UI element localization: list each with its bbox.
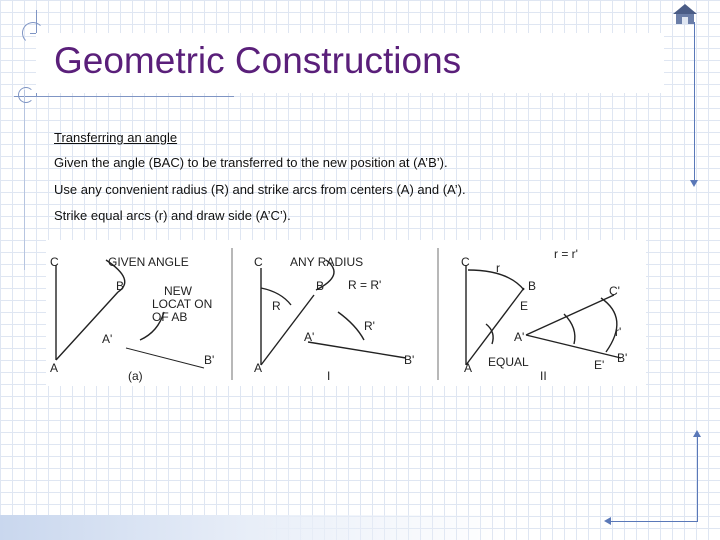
p3-label-b-prime: B': [617, 351, 628, 365]
p2-label-a-prime: A': [304, 330, 315, 344]
p3-label-e-prime: E': [594, 358, 605, 372]
decorative-circle-bottom: [18, 87, 34, 103]
panel2-new-ab: [308, 342, 406, 358]
p3-label-e: E: [520, 299, 529, 313]
p2-label-b: B: [316, 279, 325, 293]
p2-label-r: R: [272, 299, 281, 313]
home-icon[interactable]: [670, 2, 700, 26]
p3-label-r: r: [496, 261, 500, 275]
angle-construction-figure: [46, 240, 646, 386]
p2-label-c: C: [254, 255, 263, 269]
decorative-arrow-line-right-top: [694, 22, 695, 182]
p3-label-c: C: [461, 255, 470, 269]
p3-caption: II: [540, 369, 547, 383]
p3-label-r-prime: r': [615, 325, 622, 339]
p3-label-a: A: [464, 361, 473, 375]
panel1-side-ab: [56, 292, 118, 360]
p1-caption: (a): [128, 369, 143, 383]
panel3-side-ab: [466, 288, 524, 365]
panel3-new-ac: [526, 295, 614, 335]
decorative-frame-line-bottom: [14, 96, 234, 97]
panel3-arc-small-copy: [564, 314, 575, 344]
section-heading: Transferring an angle: [54, 130, 178, 145]
p3-equal: EQUAL: [488, 355, 529, 369]
p1-label-b: B: [116, 279, 125, 293]
p3-label-a-prime: A': [514, 330, 525, 344]
p1-label-a: A: [50, 361, 59, 375]
p1-label-c: C: [50, 255, 59, 269]
p2-label-r-prime: R': [364, 319, 375, 333]
p3-label-b: B: [528, 279, 537, 293]
p1-location: LOCAT ON: [152, 297, 213, 311]
decorative-arrow-line-right-bottom: [697, 436, 698, 522]
panel1-new-ab: [126, 348, 204, 368]
p2-label-b-prime: B': [404, 353, 415, 367]
decorative-arrow-down-icon: [690, 180, 698, 187]
p1-label-b-prime: B': [204, 353, 215, 367]
page-title: Geometric Constructions: [54, 40, 462, 81]
p2-any-radius: ANY RADIUS: [290, 255, 364, 269]
p2-caption: I: [327, 369, 331, 383]
p3-r-equals: r = r': [554, 247, 578, 261]
home-icon-graphic: [670, 2, 700, 26]
bottom-gradient-band: [0, 515, 720, 540]
panel2-arc-r1: [338, 312, 364, 340]
p1-of-ab: OF AB: [152, 310, 188, 324]
decorative-frame-line-left-lower: [24, 90, 25, 270]
p3-label-c-prime: C': [609, 284, 620, 298]
step-line-3: Strike equal arcs (r) and draw side (A’C’).: [54, 208, 291, 223]
p1-new: NEW: [164, 284, 192, 298]
decorative-arrow-up-icon: [693, 430, 701, 437]
step-line-2: Use any convenient radius (R) and strike arcs from centers (A) and (A’).: [54, 182, 466, 197]
p1-label-a-prime: A': [102, 332, 113, 346]
p2-label-a: A: [254, 361, 263, 375]
p2-r-equals: R = R': [348, 278, 382, 292]
p1-given-angle: GIVEN ANGLE: [108, 255, 189, 269]
panel3-new-ab: [526, 335, 621, 358]
step-line-1: Given the angle (BAC) to be transferred to the new position at (A’B’).: [54, 155, 448, 170]
